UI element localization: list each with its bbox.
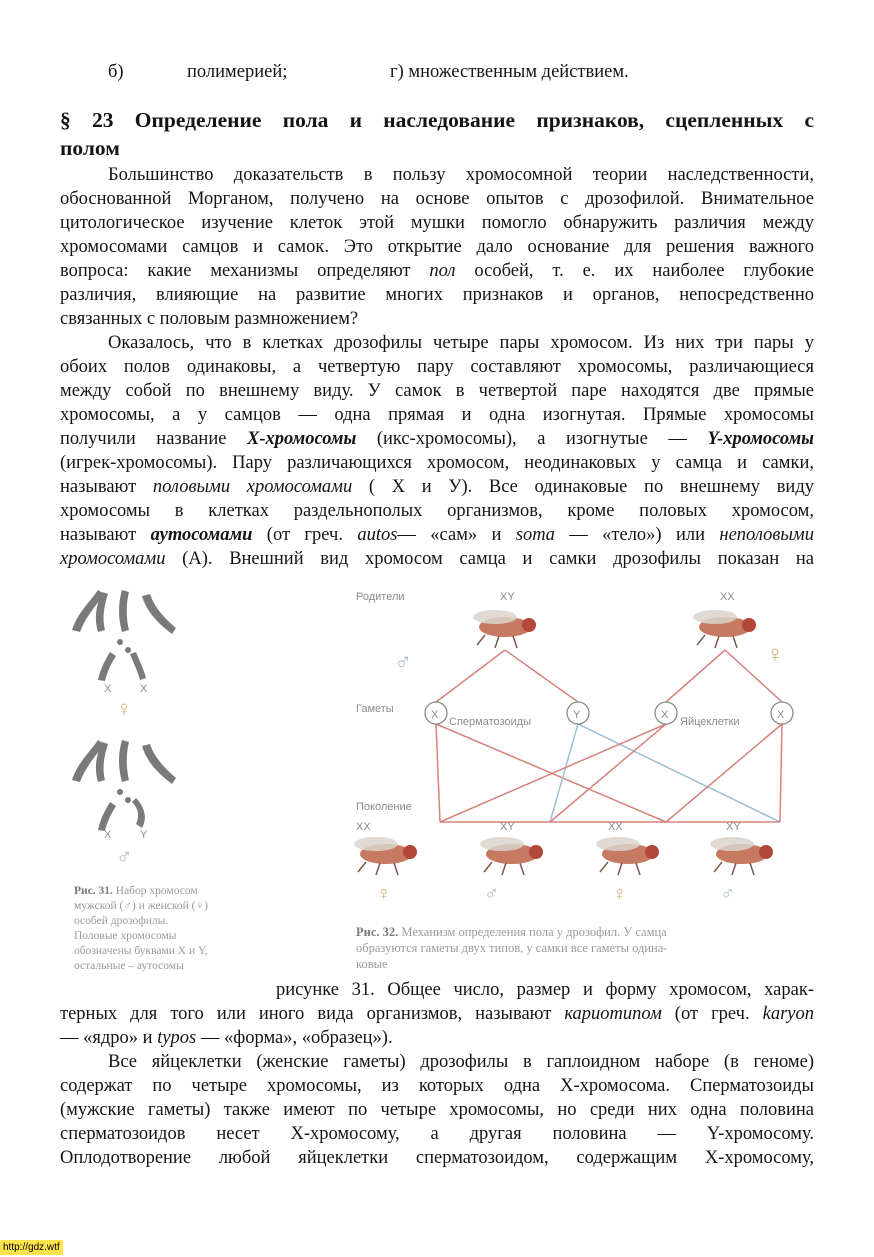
- option-b-letter: б): [108, 62, 124, 82]
- male-symbol: ♂: [394, 650, 412, 676]
- gamete-x: X: [431, 709, 439, 721]
- parent-female-fly: [693, 610, 756, 648]
- p4-line: сперматозоидов несет X-хромосому, а другая половина — Y-хромосому.: [60, 1124, 814, 1144]
- p4-line: Оплодотворение любой яйцеклетки сперматозоидом, содержащим X-хромосому,: [60, 1148, 814, 1168]
- label-sperm: Сперматозоиды: [449, 716, 531, 728]
- label-parent-male: XY: [500, 591, 515, 603]
- p2-line: называют половыми хромосомами ( Х и У). Все одинаковые по внешнему виду: [60, 477, 814, 497]
- label-x: X: [104, 683, 112, 695]
- figure-32-diagram: [350, 582, 820, 912]
- p2-line: хромосомы, а у самцов — одна прямая и одна изогнутая. Прямые хромосомы: [60, 405, 814, 425]
- parent-male-fly: [473, 610, 536, 648]
- p4-line: Все яйцеклетки (женские гаметы) дрозофилы в гаплоидном наборе (в геноме): [108, 1052, 814, 1072]
- p4-line: (мужские гаметы) также имеют по четыре хромосомы, но среди них одна половина: [60, 1100, 814, 1120]
- watermark-link[interactable]: http://gdz.wtf: [0, 1240, 63, 1255]
- label-y: Y: [140, 829, 148, 841]
- label-x: X: [140, 683, 148, 695]
- option-g: г) множественным действием.: [390, 62, 629, 82]
- p1-line: Большинство доказательств в пользу хромосомной теории наследственности,: [108, 165, 814, 185]
- offspring-sex: ♀: [612, 883, 627, 905]
- p3-line: — «ядро» и typos — «форма», «образец»).: [60, 1028, 393, 1048]
- p2-line: Оказалось, что в клетках дрозофилы четыре пары хромосом. Из них три пары у: [108, 333, 814, 353]
- offspring-genotype: XX: [356, 821, 371, 833]
- female-symbol: ♀: [766, 642, 784, 668]
- offspring-genotype: XY: [726, 821, 741, 833]
- label-generation: Поколение: [356, 801, 412, 813]
- gamete-x: X: [661, 709, 669, 721]
- p3-line: терных для того или иного вида организмов, называют кариотипом (от греч. karyon: [60, 1004, 814, 1024]
- female-chromosome-set: [72, 590, 176, 681]
- p3-line: рисунке 31. Общее число, размер и форму хромосом, харак-: [276, 980, 814, 1000]
- caption-title: Рис. 31.: [74, 885, 113, 897]
- p1-line: хромосомами самцов и самок. Это открытие дало основание для решения важного: [60, 237, 814, 257]
- offspring-fly: [710, 837, 773, 875]
- option-b-text: полимерией;: [187, 62, 288, 82]
- offspring-fly: [596, 837, 659, 875]
- section-heading-line1: § 23 Определение пола и наследование признаков, сцепленных с: [60, 108, 814, 132]
- figure-31-chromosomes: [60, 582, 260, 882]
- p2-line: (игрек-хромосомы). Пару различающихся хромосом, неодинаковых у самца и самки,: [60, 453, 814, 473]
- p1-line: цитологическое изучение клеток этой мушки помогло обнаружить различия между: [60, 213, 814, 233]
- p2-line: называют аутосомами (от греч. autos— «сам» и soma — «тело») или неполовыми: [60, 525, 814, 545]
- label-eggs: Яйцеклетки: [680, 716, 740, 728]
- label-x: X: [104, 829, 112, 841]
- p1-line: обоснованной Морганом, получено на основе опытов с дрозофилой. Внимательное: [60, 189, 814, 209]
- male-chromosome-set: [72, 740, 176, 831]
- p2-line: обоих полов одинаковы, а четвертую пару составляют хромосомы, различающиеся: [60, 357, 814, 377]
- offspring-genotype: XY: [500, 821, 515, 833]
- label-gametes: Гаметы: [356, 703, 394, 715]
- offspring-fly: [354, 837, 417, 875]
- female-symbol: ♀: [116, 696, 133, 721]
- gamete-x: X: [777, 709, 785, 721]
- offspring-sex: ♂: [484, 883, 499, 905]
- p1-line: различия, влияющие на развитие многих признаков и органов, непосредственно: [60, 285, 814, 305]
- p1-line: связанных с половым размножением?: [60, 309, 359, 329]
- p2-line: хромосомами (А). Внешний вид хромосом самца и самки дрозофилы показан на: [60, 549, 814, 569]
- offspring-fly: [480, 837, 543, 875]
- p4-line: содержат по четыре хромосомы, из которых одна X-хромосома. Сперматозоиды: [60, 1076, 814, 1096]
- p2-line: хромосомы в клетках раздельнополых организмов, кроме половых хромосом,: [60, 501, 814, 521]
- offspring-sex: ♀: [376, 883, 391, 905]
- label-parents: Родители: [356, 591, 405, 603]
- p1-line: вопроса: какие механизмы определяют пол особей, т. е. их наиболее глубокие: [60, 261, 814, 281]
- section-heading-line2: полом: [60, 136, 120, 160]
- figure-32-caption: Рис. 32. Механизм определения пола у дрозофил. У самца образуются гаметы двух типов, у самки все гаметы одина- ковые: [356, 925, 668, 971]
- male-symbol: ♂: [116, 844, 133, 869]
- offspring-sex: ♂: [720, 883, 735, 905]
- gamete-y: Y: [573, 709, 581, 721]
- figure-31-caption: Рис. 31. Набор хромосом мужской (♂) и женской (♀) особей дрозофилы. Половые хромосомы обозначены буквами X и Y, остальные – аутосомы: [74, 885, 208, 972]
- caption-title: Рис. 32.: [356, 925, 399, 939]
- p2-line: получили название X-хромосомы (икс-хромосомы), а изогнутые — Y-хромосомы: [60, 429, 814, 449]
- offspring-genotype: XX: [608, 821, 623, 833]
- p2-line: между собой по внешнему виду. У самок в четвертой паре находятся две прямые: [60, 381, 814, 401]
- label-parent-female: XX: [720, 591, 735, 603]
